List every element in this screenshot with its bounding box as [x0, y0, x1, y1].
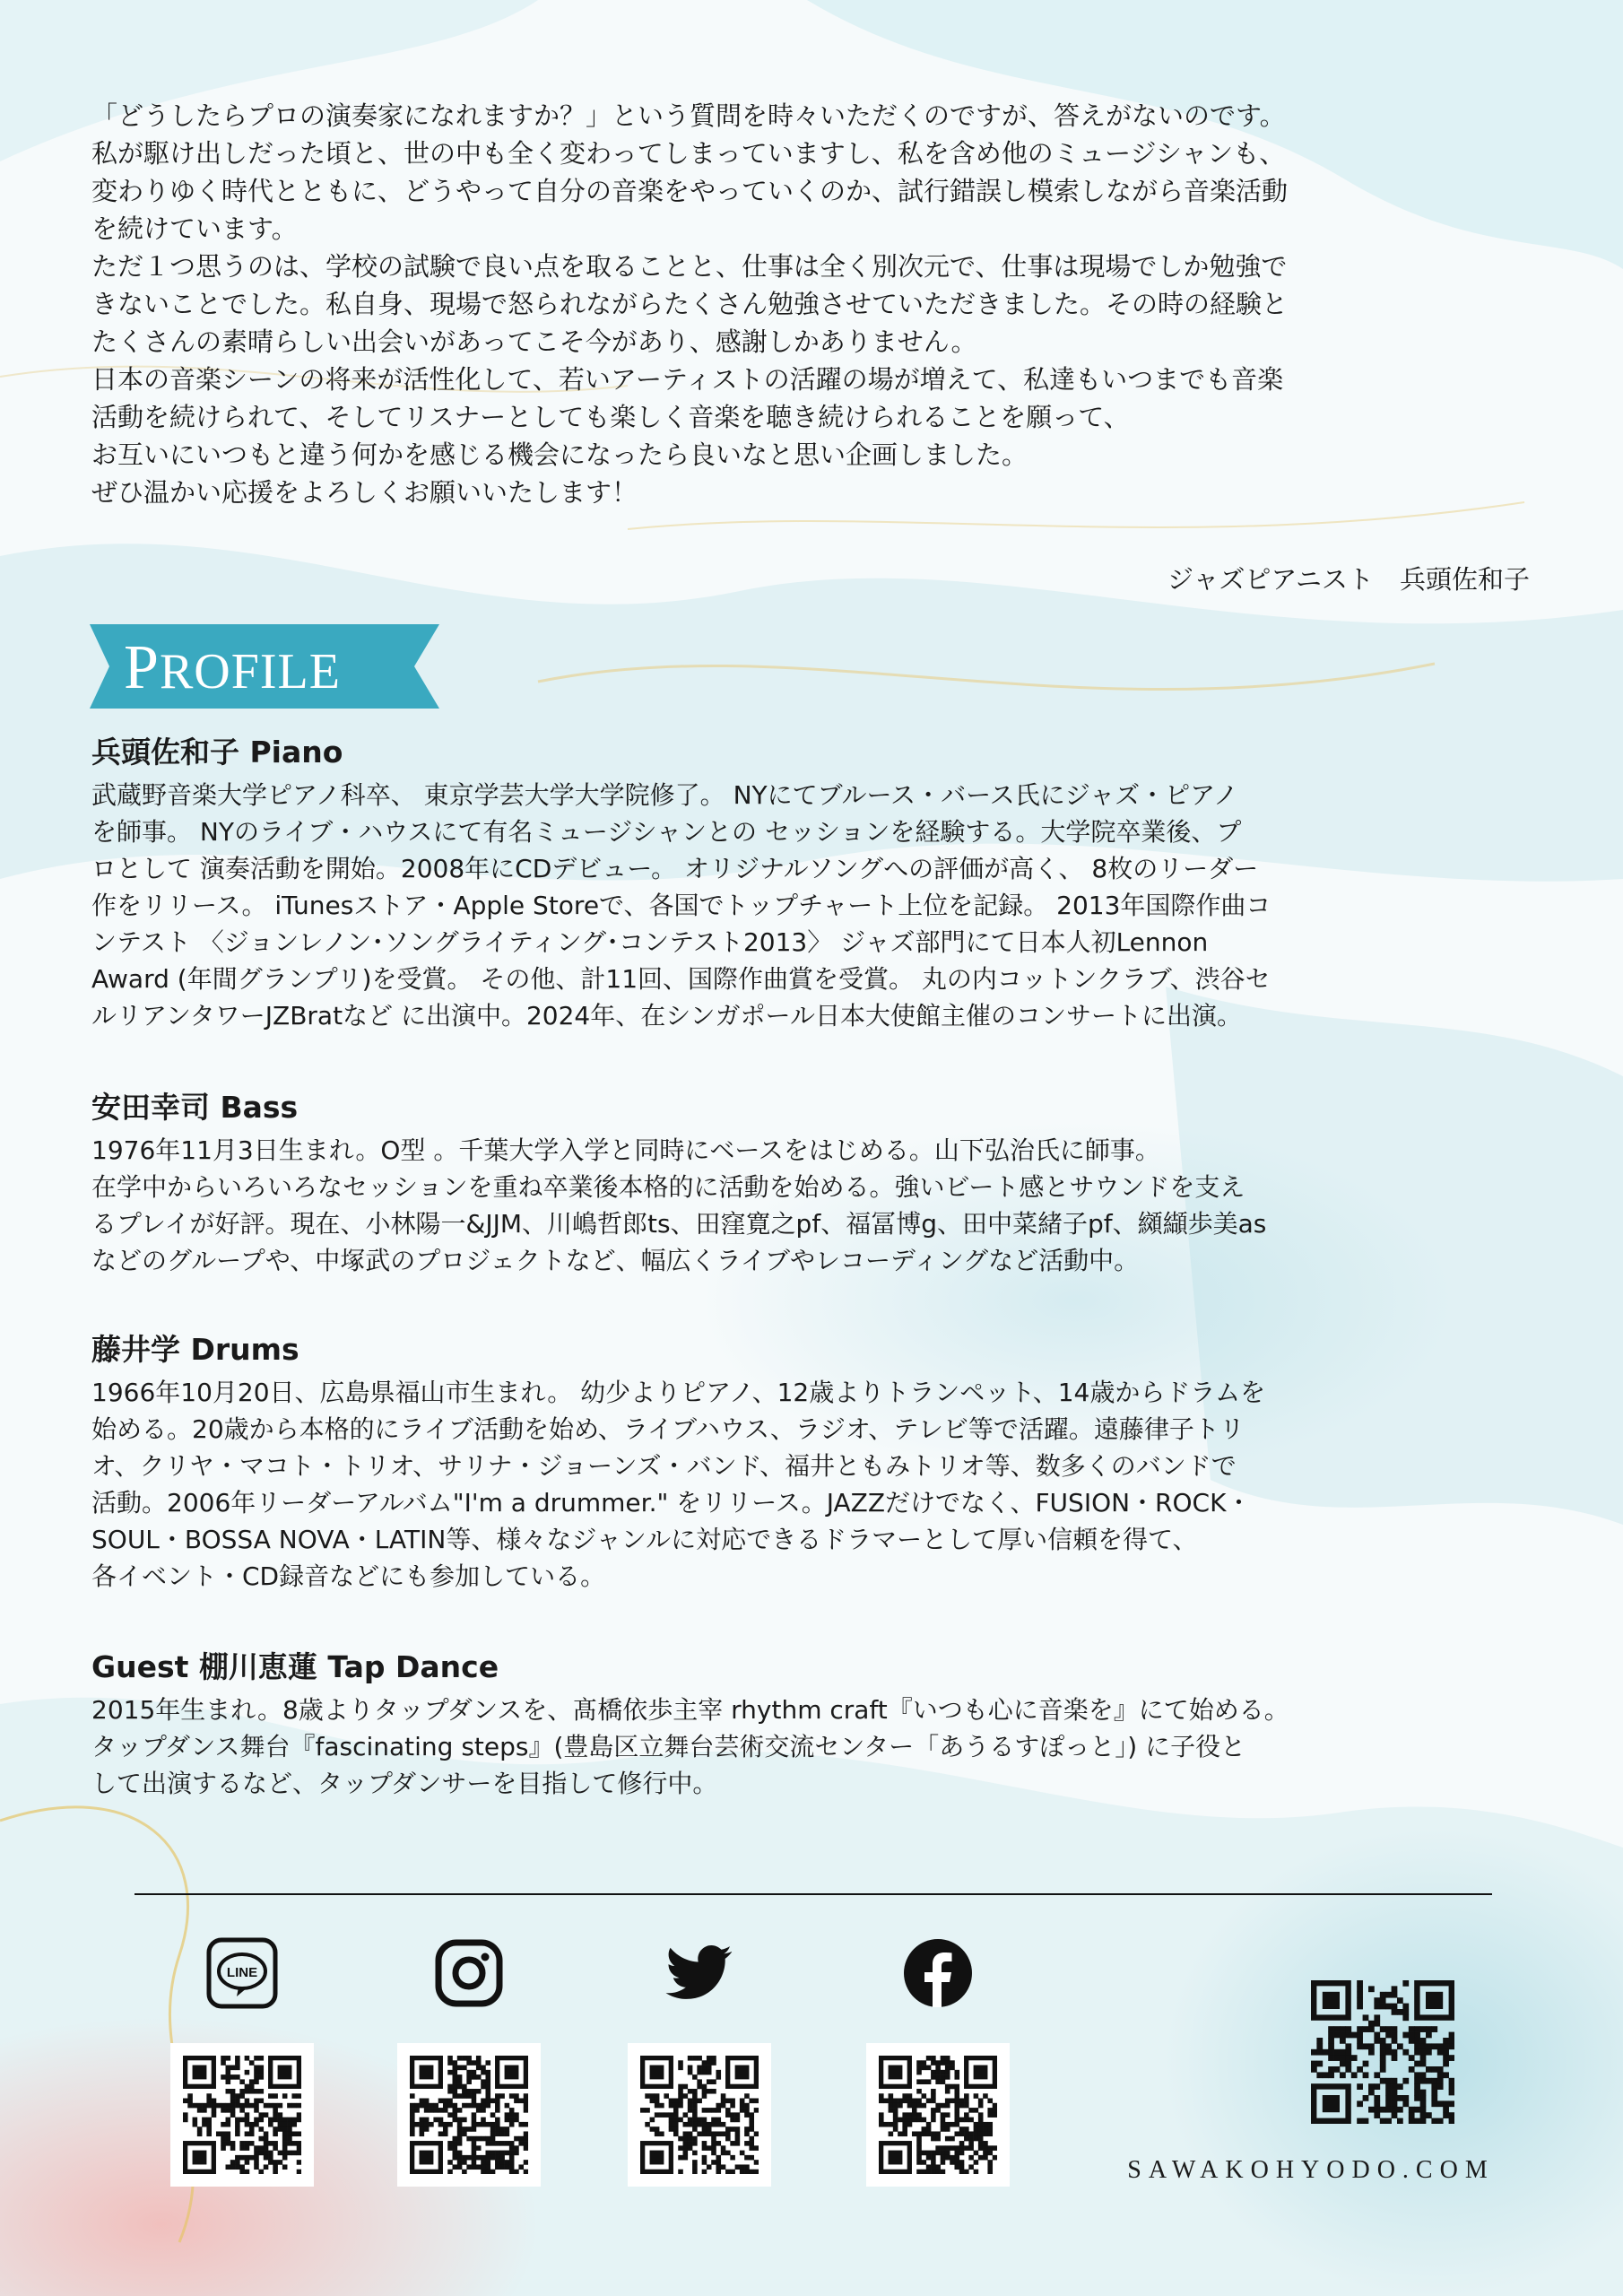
member-heading: 兵頭佐和子 Piano	[91, 735, 343, 770]
member-bio-line: ンテスト 〈ジョンレノン･ソングライティング･コンテスト2013〉 ジャズ部門にて日本人初Lennon	[91, 927, 1209, 957]
twitter-icon[interactable]	[664, 1937, 735, 2009]
member-bio-line: るプレイが好評。現在、小林陽一&JJM、川嶋哲郎ts、田窪寛之pf、福冨博g、田中菜緒子pf、纐纈歩美as	[91, 1209, 1267, 1239]
profile-title-rest: ROFILE	[159, 644, 341, 700]
instagram-icon[interactable]	[433, 1937, 505, 2009]
intro-line: 変わりゆく時代とともに、どうやって自分の音楽をやっていくのか、試行錯誤し模索しながら音楽活動	[91, 176, 1289, 206]
intro-line: きないことでした。私自身、現場で怒られながらたくさん勉強させていただきました。その時の経験と	[91, 289, 1289, 319]
member-bio-line: を師事。 NYのライブ・ハウスにて有名ミュージシャンとの セッションを経験する。大学院卒業後、プ	[91, 817, 1242, 847]
member-heading: 安田幸司 Bass	[91, 1090, 299, 1125]
facebook-qr-code[interactable]	[866, 2043, 1010, 2187]
website-url[interactable]: SAWAKOHYODO.COM	[1127, 2156, 1495, 2184]
qr-pattern	[1311, 1980, 1454, 2124]
profile-title	[124, 630, 420, 707]
intro-line: 日本の音楽シーンの将来が活性化して、若いアーティストの活躍の場が増えて、私達もいつまでも音楽	[91, 364, 1284, 395]
member-bio-line: 在学中からいろいろなセッションを重ね卒業後本格的に活動を始める。強いビート感とサウンドを支え	[91, 1172, 1245, 1202]
twitter-qr-code[interactable]	[628, 2043, 771, 2187]
member-bio-line: SOUL・BOSSA NOVA・LATIN等、様々なジャンルに対応できるドラマーとして厚い信頼を得て、	[91, 1525, 1198, 1554]
member-bio-line: タップダンス舞台『fascinating steps』(豊島区立舞台芸術交流センター「あうるすぽっと」) に子役と	[91, 1732, 1246, 1761]
intro-line: 活動を続けられて、そしてリスナーとしても楽しく音楽を聴き続けられることを願って、	[91, 402, 1130, 432]
intro-line: 私が駆け出しだった頃と、世の中も全く変わってしまっていますし、私を含め他のミュージシャンも、	[91, 138, 1286, 169]
qr-pattern	[640, 2056, 759, 2174]
profile-title-initial: P	[124, 633, 160, 702]
member-bio-line: 活動。2006年リーダーアルバム"I'm a drummer." をリリース。JAZZだけでなく、FUSION・ROCK・	[91, 1488, 1252, 1518]
member-bio-line: などのグループや、中塚武のプロジェクトなど、幅広くライブやレコーディングなど活動中。	[91, 1246, 1140, 1275]
intro-line: ただ１つ思うのは、学校の試験で良い点を取ることと、仕事は全く別次元で、仕事は現場でしか勉強で	[91, 251, 1288, 282]
member-bio-line: 1976年11月3日生まれ。O型 。千葉大学入学と同時にベースをはじめる。山下弘治氏に師事。	[91, 1135, 1160, 1165]
svg-text:LINE: LINE	[226, 1965, 258, 1980]
signature: ジャズピアニスト 兵頭佐和子	[1167, 564, 1530, 595]
intro-line: を続けています。	[91, 213, 298, 244]
member-profile-bass	[91, 1089, 1562, 1279]
website-qr-code[interactable]	[1311, 1980, 1454, 2124]
intro-line: たくさんの素晴らしい出会いがあってこそ今があり、感謝しかありません。	[91, 326, 977, 357]
qr-pattern	[183, 2056, 301, 2174]
qr-pattern	[879, 2056, 997, 2174]
member-bio-line: 各イベント・CD録音などにも参加している。	[91, 1561, 606, 1591]
divider	[135, 1893, 1492, 1895]
intro-message	[91, 97, 1544, 511]
member-bio-line: ロとして 演奏活動を開始。2008年にCDデビュー。 オリジナルソングへの評価が高く、 8枚のリーダー	[91, 854, 1259, 883]
member-profile-piano	[91, 734, 1562, 1034]
member-bio-line: 作をリリース。 iTunesストア・Apple Storeで、各国でトップチャート上位を記録。 2013年国際作曲コ	[91, 891, 1271, 920]
member-bio-line: Award (年間グランプリ)を受賞。 その他、計11回、国際作曲賞を受賞。 丸の内コットンクラブ、渋谷セ	[91, 964, 1271, 994]
instagram-qr-code[interactable]	[397, 2043, 541, 2187]
member-heading: 藤井学 Drums	[91, 1332, 299, 1367]
member-bio-line: 2015年生まれ。8歳よりタップダンスを、髙橋依歩主宰 rhythm craft『いつも心に音楽を』にて始める。	[91, 1695, 1289, 1725]
member-profile-tap-dance	[91, 1648, 1562, 1802]
member-bio-line: オ、クリヤ・マコト・トリオ、サリナ・ジョーンズ・バンド、福井ともみトリオ等、数多くのバンドで	[91, 1451, 1237, 1481]
member-profile-drums	[91, 1331, 1562, 1595]
profile-banner	[90, 624, 439, 709]
intro-line: 「どうしたらプロの演奏家になれますか？」という質問を時々いただくのですが、答えがないのです。	[91, 100, 1286, 131]
member-bio-line: 1966年10月20日、広島県福山市生まれ。 幼少よりピアノ、12歳よりトランペット、14歳からドラムを	[91, 1378, 1266, 1407]
intro-line: ぜひ温かい応援をよろしくお願いいたします！	[91, 477, 638, 508]
member-bio-line: 始める。20歳から本格的にライブ活動を始め、ライブハウス、ラジオ、テレビ等で活躍。遠藤律子トリ	[91, 1414, 1245, 1444]
line-icon[interactable]	[206, 1937, 278, 2009]
member-heading: Guest 棚川恵蓮 Tap Dance	[91, 1649, 499, 1684]
line-qr-code[interactable]	[170, 2043, 314, 2187]
qr-pattern	[410, 2056, 528, 2174]
facebook-icon[interactable]	[902, 1937, 974, 2009]
intro-line: お互いにいつもと違う何かを感じる機会になったら良いなと思い企画しました。	[91, 439, 1028, 470]
member-bio-line: ルリアンタワーJZBratなど に出演中。2024年、在シンガポール日本大使館主催のコンサートに出演。	[91, 1001, 1242, 1031]
member-bio-line: して出演するなど、タップダンサーを目指して修行中。	[91, 1769, 718, 1798]
member-bio-line: 武蔵野音楽大学ピアノ科卒、 東京学芸大学大学院修了。 NYにてブルース・バース氏にジャズ・ピアノ	[91, 780, 1238, 810]
